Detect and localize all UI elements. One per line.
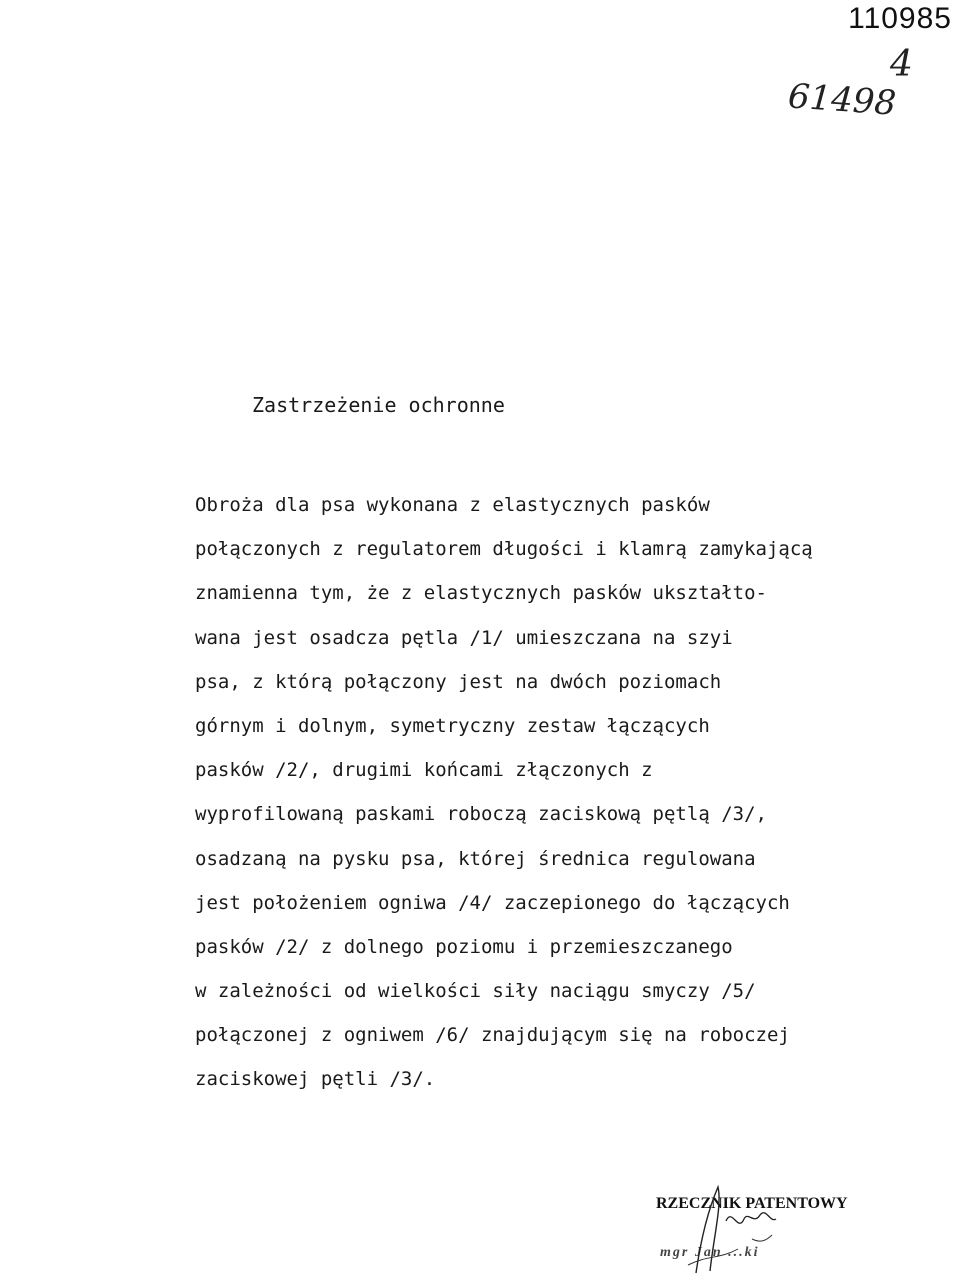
claim-line: Obroża dla psa wykonana z elastycznych pasków (195, 494, 710, 516)
claim-line: górnym i dolnym, symetryczny zestaw łączących (195, 714, 710, 737)
claim-line: znamienna tym, że z elastycznych pasków ukształto- (195, 582, 767, 605)
claim-line: psa, z którą połączony jest na dwóch poziomach (195, 670, 722, 693)
document-number: 110985 (848, 2, 952, 35)
claim-line: połączonych z regulatorem długości i klamrą zamykającą (195, 538, 813, 561)
signature-stamp (648, 1185, 948, 1275)
claim-line: osadzaną na pysku psa, której średnica regulowana (195, 847, 756, 870)
handwritten-signature (648, 1185, 948, 1275)
claim-line: połączonej z ogniwem /6/ znajdującym się na roboczej (195, 1024, 790, 1047)
claim-line: jest położeniem ogniwa /4/ zaczepionego do łączących (195, 891, 790, 914)
claim-line: wana jest osadcza pętla /1/ umieszczana na szyi (195, 626, 733, 649)
claim-text (195, 492, 935, 1111)
claim-line: pasków /2/ z dolnego poziomu i przemieszczanego (195, 935, 733, 958)
handwritten-mark: 4 (890, 44, 913, 85)
claim-line: w zależności od wielkości siły naciągu smyczy /5/ (195, 980, 756, 1003)
claim-heading: Zastrzeżenie ochronne (252, 393, 505, 417)
stamp-office-title: RZECZNIK PATENTOWY (656, 1195, 848, 1212)
handwritten-reference: 61498 (786, 76, 898, 124)
claim-line: wyprofilowaną paskami roboczą zaciskową pętlą /3/, (195, 803, 767, 826)
claim-line: pasków /2/, drugimi końcami złączonych z (195, 759, 653, 782)
claim-line: zaciskowej pętli /3/. (195, 1068, 436, 1091)
stamp-attorney-name: mgr Jan ...ki (660, 1245, 760, 1260)
